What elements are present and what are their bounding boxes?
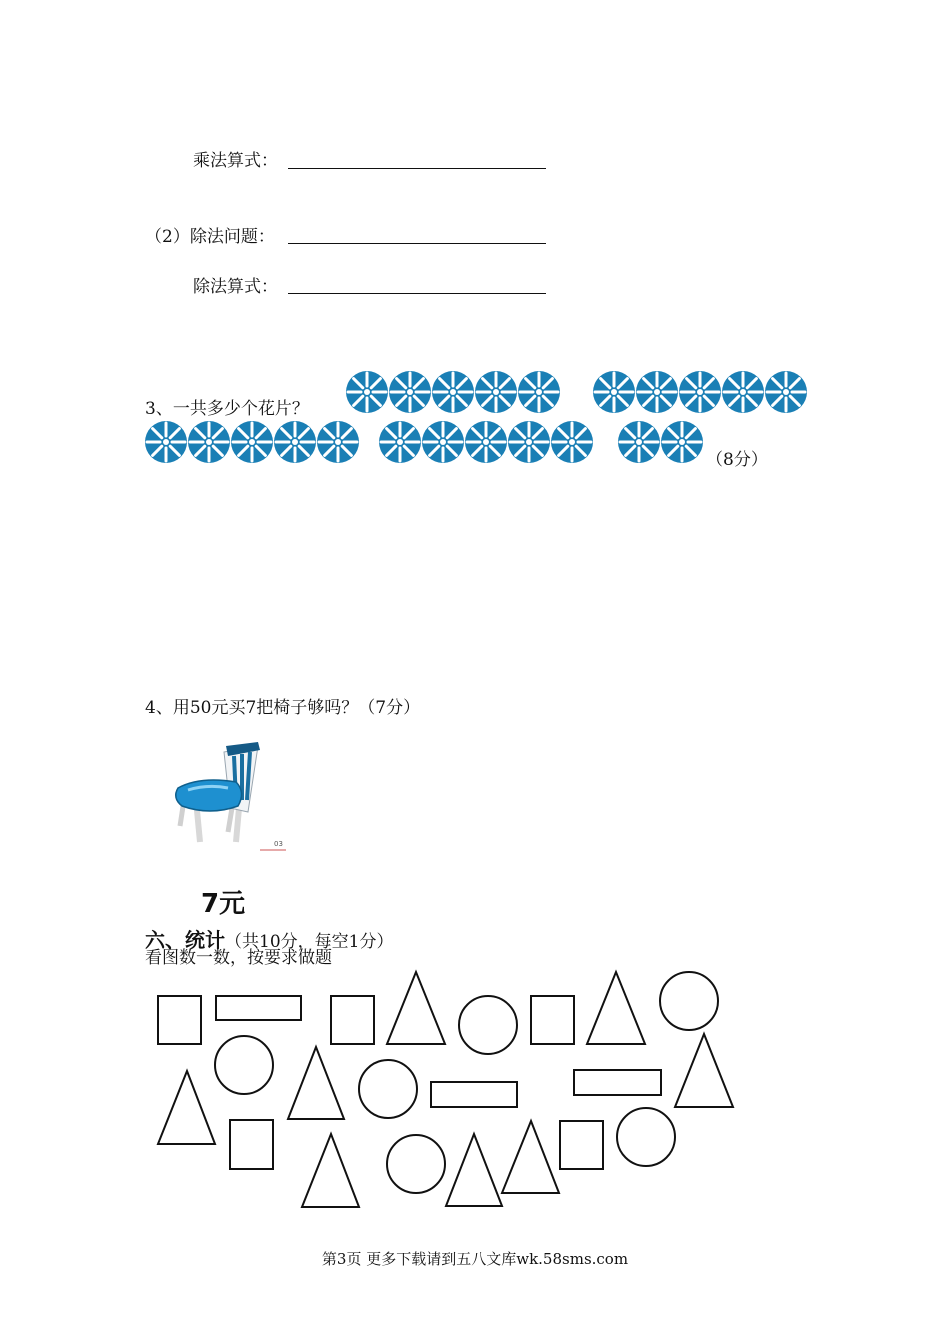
square-shape: [158, 996, 201, 1044]
triangle-shape: [302, 1134, 359, 1207]
mult-formula-label: 乘法算式：: [193, 151, 278, 171]
chair-image-tag: 03: [274, 840, 283, 848]
circle-shape: [459, 996, 517, 1054]
triangle-shape: [387, 972, 445, 1044]
triangle-shape: [158, 1071, 215, 1144]
q3-score: （8分）: [706, 450, 768, 470]
section6-note: （共10分，每空1分）: [225, 932, 394, 952]
q4-question: 4、用50元买7把椅子够吗？（7分）: [145, 698, 421, 718]
chair-price: 7元: [201, 889, 246, 919]
rectangle-shape: [216, 996, 301, 1020]
div-formula-label: 除法算式：: [193, 277, 278, 297]
triangle-shape: [288, 1047, 344, 1119]
rectangle-shape: [574, 1070, 661, 1095]
triangle-shape: [587, 972, 645, 1044]
square-shape: [560, 1121, 603, 1169]
circle-shape: [660, 972, 718, 1030]
section6-title: 六、统计: [145, 928, 225, 952]
circle-shape: [359, 1060, 417, 1118]
rectangle-shape: [431, 1082, 517, 1107]
circle-shape: [387, 1135, 445, 1193]
circle-shape: [617, 1108, 675, 1166]
section6-instruction: 看图数一数，按要求做题: [145, 948, 332, 968]
triangle-shape: [502, 1121, 559, 1193]
square-shape: [331, 996, 374, 1044]
square-shape: [230, 1120, 273, 1169]
circle-shape: [215, 1036, 273, 1094]
triangle-shape: [675, 1034, 733, 1107]
page-footer: 第3页 更多下载请到五八文库wk.58sms.com: [321, 1250, 629, 1268]
triangle-shape: [446, 1134, 502, 1206]
q3-question: 3、一共多少个花片？: [145, 399, 309, 419]
div-question-label: （2）除法问题：: [145, 227, 275, 247]
square-shape: [531, 996, 574, 1044]
